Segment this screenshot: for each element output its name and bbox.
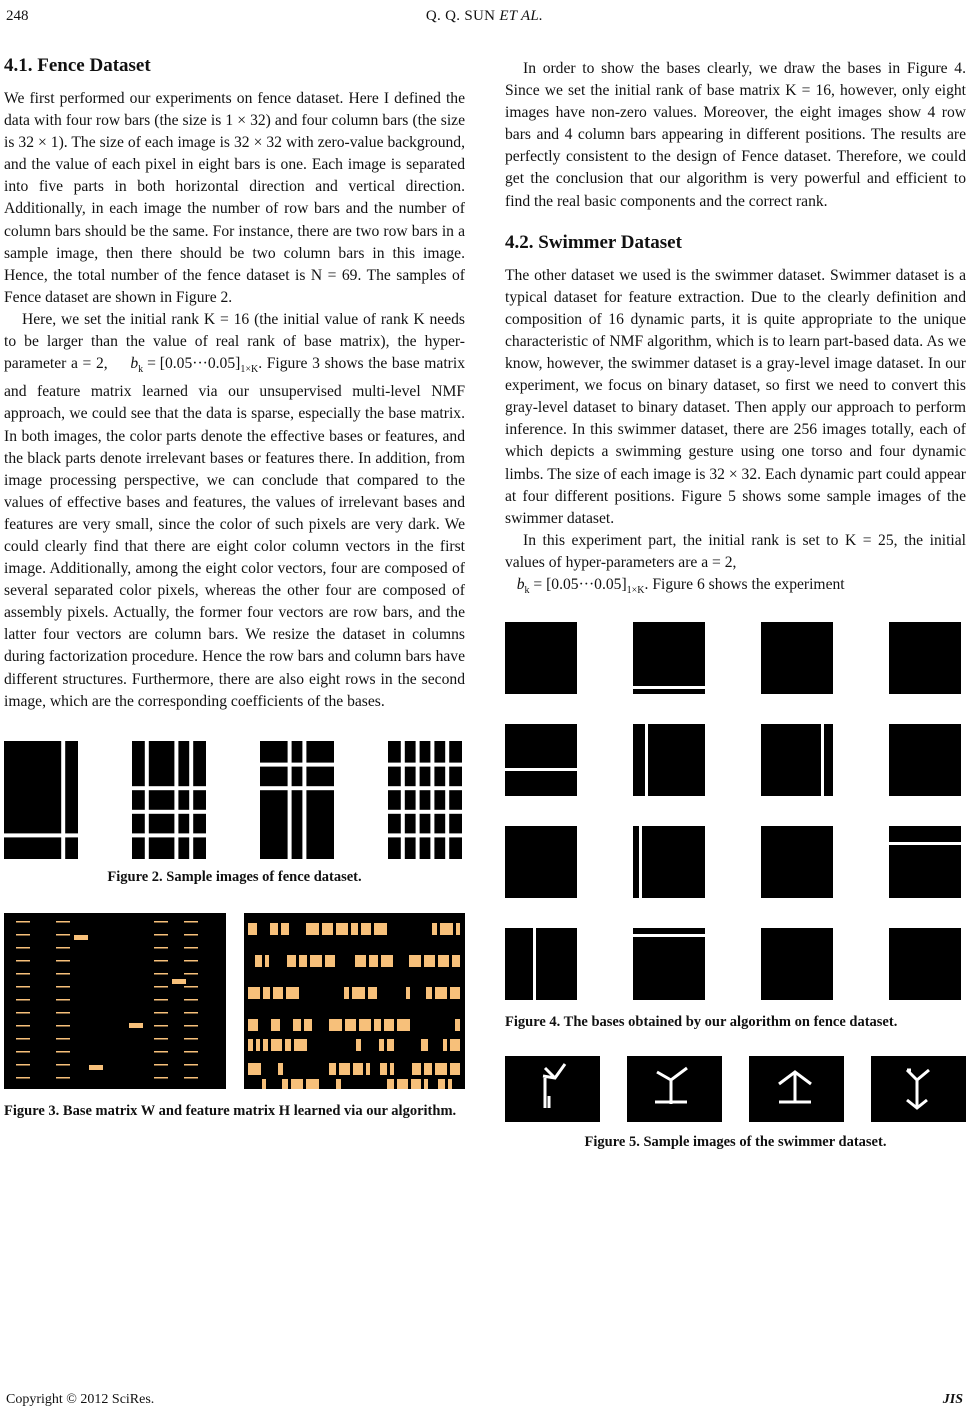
paragraph-fence-2 [4,309,465,713]
h-feature-pixel [387,1079,394,1089]
w-column-block [172,979,186,984]
h-feature-pixel [265,955,269,967]
h-feature-pixel [379,1039,384,1051]
h-feature-pixel [336,923,348,935]
paragraph-swimmer-3 [505,574,966,602]
h-feature-pixel [397,1019,410,1031]
figure-2 [4,741,465,859]
w-row-bar-pixel [16,947,30,949]
section-title-swimmer: 4.2. Swimmer Dataset [505,231,682,253]
fence-row-bar [132,833,206,837]
h-feature-pixel [304,1019,312,1031]
h-feature-pixel [271,1019,280,1031]
w-row-bar-pixel [16,1038,30,1040]
basis-image [889,724,961,796]
fence-column-bar [302,741,306,859]
basis-row-bar [633,686,705,689]
w-row-bar-pixel [154,1025,168,1027]
fence-row-bar [132,810,206,814]
page-number: 248 [6,8,29,24]
h-feature-pixel [361,923,371,935]
w-row-bar-pixel [16,999,30,1001]
h-feature-pixel [374,923,387,935]
h-feature-pixel [406,987,410,999]
h-feature-pixel [285,1039,291,1051]
h-feature-pixel [345,1019,356,1031]
basis-row-bar [633,934,705,937]
formula-b: b [130,355,139,373]
fence-column-bar [416,741,420,859]
w-row-bar-pixel [56,947,70,949]
figure-2-caption: Figure 2. Sample images of fence dataset. [107,868,362,885]
basis-column-bar [821,724,824,796]
figure-3 [4,913,465,1089]
w-row-bar-pixel [16,1025,30,1027]
fence-column-bar [145,741,149,859]
fence-column-bar [288,741,292,859]
h-feature-pixel [411,1079,421,1089]
basis-image [889,826,961,898]
fence-row-bar [132,786,206,790]
h-feature-pixel [424,1079,428,1089]
h-feature-pixel [325,955,335,967]
paragraph-swimmer-1: The other dataset we used is the swimmer dataset. Swimmer dataset is a typical dataset for feature extraction. Due to the clearly definition and composition of 16 dynamic parts, it is quite appropriate to the unique characteristic of NMF algorithm, which is to learn part-based data. As we know, however, the swimmer dataset is a gray-level image dataset. In our experiment, we focus on binary dataset, so first we need to convert this gray-level dataset to binary dataset. Then apply our approach to perform inference. In this swimmer dataset, there are 256 images totally, each of which depicts a swimming gesture using one torso and four dynamic limbs. The size of each image is 32 × 32. Each dynamic part could appear at four different positions. Figure 5 shows some sample images of the swimmer dataset. [505,266,966,527]
paragraph-fence-2b: . Figure 3 shows the base matrix and feature matrix learned via our unsupervised multi-level NMF approach, we could see that the data is sparse, especially the base matrix. In both images, the color parts denote the effective bases or features, and the black parts denote irrelevant bases or features there. In addition, from image processing perspective, we can conclude that compared to the values of effective bases and features, the values of irrelevant bases and features are very small, since the color of such pixels are very dark. We could clearly find that there are eight color column vectors in the first image. Additionally, among the eight color vectors, four are composed of several separated color pixels, whereas the other four are composed of assembly pixels. Actually, the former four vectors are row bars, and the latter four vectors are column bars. We resize the dataset in columns during factorization procedure. Hence the row bars and column bars have different structures. Furthermore, there are also eight rows in the second image, which are the corresponding coefficients of the bases. [4,355,465,710]
w-row-bar-pixel [184,999,198,1001]
basis-image [505,928,577,1000]
w-row-bar-pixel [56,1077,70,1079]
fence-row-bar [260,786,334,790]
basis-image [505,826,577,898]
w-row-bar-pixel [154,960,168,962]
h-feature-pixel [369,955,378,967]
h-feature-pixel [322,923,333,935]
h-feature-pixel [448,1079,452,1089]
h-feature-pixel [456,923,460,935]
w-row-bar-pixel [16,1012,30,1014]
h-feature-pixel [351,923,358,935]
h-feature-pixel [356,1039,361,1051]
fence-row-bar [388,810,462,814]
formula-dim: 1×K [240,364,259,376]
w-column-block [89,1065,103,1070]
w-row-bar-pixel [184,1025,198,1027]
h-feature-pixel [344,987,349,999]
basis-image [505,622,577,694]
w-row-bar-pixel [56,1051,70,1053]
w-row-bar-pixel [16,921,30,923]
h-feature-pixel [336,1079,341,1089]
h-feature-pixel [286,987,299,999]
w-row-bar-pixel [184,1077,198,1079]
swimmer-sample-1 [505,1056,600,1122]
figure-4-caption: Figure 4. The bases obtained by our algorithm on fence dataset. [505,1014,898,1031]
w-row-bar-pixel [154,973,168,975]
figure-5 [505,1056,966,1122]
formula-k: k [138,364,144,376]
basis-image [505,724,577,796]
h-feature-pixel [455,1019,460,1031]
h-feature-pixel [281,923,289,935]
w-row-bar-pixel [56,921,70,923]
h-feature-pixel [368,987,377,999]
h-feature-pixel [397,1079,408,1089]
fence-sample-1 [4,741,78,859]
h-feature-pixel [263,1039,268,1051]
h-feature-pixel [271,1039,282,1051]
h-feature-pixel [424,955,435,967]
h-feature-pixel [387,1039,394,1051]
w-row-bar-pixel [16,986,30,988]
h-feature-pixel [299,955,307,967]
basis-image [761,826,833,898]
w-row-bar-pixel [16,973,30,975]
figure-3-caption: Figure 3. Base matrix W and feature matrix H learned via our algorithm. [4,1102,457,1119]
w-row-bar-pixel [154,921,168,923]
fence-column-bar [401,741,405,859]
w-row-bar-pixel [154,1038,168,1040]
right-column [505,58,966,1152]
h-feature-pixel [270,923,278,935]
h-feature-pixel [306,923,319,935]
h-feature-pixel [310,955,322,967]
h-feature-pixel [339,1063,350,1075]
fence-sample-3 [260,741,334,859]
h-feature-pixel [432,923,437,935]
basis-image [761,928,833,1000]
basis-image [633,826,705,898]
h-feature-pixel [438,1079,445,1089]
h-feature-pixel [329,1063,336,1075]
fence-row-bar [4,833,78,837]
h-feature-pixel [452,955,460,967]
basis-image [889,622,961,694]
h-feature-pixel [262,1079,266,1089]
w-row-bar-pixel [184,934,198,936]
w-row-bar-pixel [56,1038,70,1040]
w-row-bar-pixel [56,999,70,1001]
w-row-bar-pixel [16,960,30,962]
h-feature-pixel [256,1039,260,1051]
h-feature-pixel [282,1079,288,1089]
h-feature-pixel [450,1039,460,1051]
fence-sample-2 [132,741,206,859]
h-feature-pixel [443,1039,447,1051]
paragraph-fence-1: We first performed our experiments on fence dataset. Here I defined the data with four row bars (the size is 1 × 32) and four column bars (the size is 32 × 1). The size of each image is 32 × 32 with zero-value background, and the value of each pixel in eight bars is one. Each image is separated into five parts in both horizontal direction and vertical direction. Additionally, in each image the number of row bars and the number of column bars should be the same. For instance, there are two row bars in a sample image, then there should be two column bars in this image. Hence, the total number of the fence dataset is N = 69. The samples of Fence dataset are shown in Figure 2. [4,90,465,306]
w-row-bar-pixel [154,1064,168,1066]
w-row-bar-pixel [184,960,198,962]
basis-column-bar [533,928,536,1000]
h-feature-pixel [278,1063,283,1075]
formula-rhs: = [0.05···0.05] [147,355,241,373]
fence-row-bar [260,762,334,766]
h-feature-pixel [352,987,365,999]
w-column-block [129,1023,143,1028]
basis-image [633,622,705,694]
running-authors: Q. Q. SUN [425,8,496,24]
h-feature-pixel [294,1039,307,1051]
w-row-bar-pixel [56,973,70,975]
h-feature-pixel [440,923,453,935]
running-title [0,8,969,25]
swimmer-sample-images [505,1056,966,1122]
h-feature-pixel [380,1063,387,1075]
w-row-bar-pixel [16,1064,30,1066]
w-row-bar-pixel [154,1051,168,1053]
h-feature-pixel [366,1063,370,1075]
running-etal: ET AL. [499,8,544,24]
h-feature-pixel [426,987,432,999]
w-row-bar-pixel [184,947,198,949]
fence-column-bar [189,741,193,859]
w-row-bar-pixel [184,1051,198,1053]
w-row-bar-pixel [154,999,168,1001]
fence-sample-images [4,741,465,859]
h-feature-pixel [412,1063,421,1075]
base-feature-matrices [4,913,465,1089]
h-feature-pixel [450,987,460,999]
h-feature-pixel [438,955,449,967]
paragraph-swimmer-2a: In this experiment part, the initial rank is set to K = 25, the initial values of hyper-parameters are a = 2, [505,531,966,571]
fence-sample-4 [388,741,462,859]
formula-bk-2 [517,574,645,602]
h-feature-pixel [248,1039,253,1051]
h-feature-pixel [255,955,262,967]
w-row-bar-pixel [184,1064,198,1066]
h-feature-pixel [435,987,447,999]
h-feature-pixel [353,1063,363,1075]
section-title-fence: 4.1. Fence Dataset [4,55,151,76]
w-row-bar-pixel [184,921,198,923]
feature-matrix-h [244,913,465,1089]
h-feature-pixel [381,955,393,967]
h-feature-pixel [435,1063,447,1075]
w-row-bar-pixel [154,1012,168,1014]
formula-dim-2: 1×K [626,585,645,597]
fence-column-bar [174,741,178,859]
fence-row-bar [388,786,462,790]
h-feature-pixel [390,1063,394,1075]
w-row-bar-pixel [56,960,70,962]
left-column [4,40,465,1121]
page-footer [6,1392,963,1408]
basis-row-bar [889,842,961,845]
fence-column-bar [61,741,65,859]
w-row-bar-pixel [184,1038,198,1040]
figure-5-caption: Figure 5. Sample images of the swimmer dataset. [584,1134,887,1151]
fence-row-bar [388,762,462,766]
w-row-bar-pixel [184,986,198,988]
h-feature-pixel [384,1019,394,1031]
paragraph-swimmer-3-tail: . Figure 6 shows the experiment [644,575,845,593]
h-feature-pixel [287,955,296,967]
w-row-bar-pixel [16,1077,30,1079]
h-feature-pixel [409,955,421,967]
w-row-bar-pixel [154,986,168,988]
h-feature-pixel [424,1063,432,1075]
h-feature-pixel [291,1079,303,1089]
formula-rhs-2: = [0.05···0.05] [533,575,627,593]
w-column-block [74,935,88,940]
w-row-bar-pixel [154,947,168,949]
w-row-bar-pixel [16,934,30,936]
basis-column-bar [645,724,648,796]
h-feature-pixel [306,1079,319,1089]
swimmer-sample-2 [627,1056,722,1122]
paragraph-fence-2a: Here, we set the initial rank K = 16 (the initial value of rank K needs to be larger than the value of real rank of base matrix), the hyper-parameter a = 2, [4,310,465,373]
fence-bases-grid [505,622,966,1000]
formula-b-2: b [516,575,525,593]
figure-4 [505,622,966,1000]
h-feature-pixel [329,1019,342,1031]
running-header [0,6,969,28]
paragraph-bases: In order to show the bases clearly, we draw the bases in Figure 4. Since we set the initial rank of base matrix K = 16, however, only eight images have non-zero values. Moreover, the eight images show 4 row bars and 4 column bars appearing in different positions. The results are perfectly consistent to the design of Fence dataset. Therefore, we could get the conclusion that our algorithm is very powerful and efficient to find the real basic components and the correct rank. [505,60,966,210]
h-feature-pixel [248,987,260,999]
w-row-bar-pixel [184,1012,198,1014]
w-row-bar-pixel [56,1064,70,1066]
h-feature-pixel [293,1019,301,1031]
h-feature-pixel [450,1063,460,1075]
formula-bk [112,353,258,381]
w-row-bar-pixel [56,1012,70,1014]
w-row-bar-pixel [154,1077,168,1079]
h-feature-pixel [359,1019,371,1031]
w-row-bar-pixel [56,1025,70,1027]
footer-copyright: Copyright © 2012 SciRes. [6,1392,155,1407]
paragraph-swimmer-2 [505,530,966,574]
fence-column-bar [445,741,449,859]
fence-row-bar [388,833,462,837]
basis-image [633,928,705,1000]
w-row-bar-pixel [154,934,168,936]
w-row-bar-pixel [56,986,70,988]
h-feature-pixel [263,987,270,999]
w-row-bar-pixel [56,934,70,936]
fence-column-bar [430,741,434,859]
base-matrix-w [4,913,226,1089]
basis-row-bar [505,768,577,771]
h-feature-pixel [273,987,283,999]
basis-column-bar [639,826,642,898]
h-feature-pixel [248,1063,261,1075]
basis-image [633,724,705,796]
formula-k-2: k [524,585,530,597]
w-row-bar-pixel [184,973,198,975]
w-row-bar-pixel [16,1051,30,1053]
footer-journal: JIS [942,1392,963,1407]
h-feature-pixel [421,1039,428,1051]
basis-image [889,928,961,1000]
h-feature-pixel [248,923,257,935]
basis-image [761,622,833,694]
h-feature-pixel [374,1019,381,1031]
h-feature-pixel [355,955,366,967]
h-feature-pixel [248,1019,258,1031]
